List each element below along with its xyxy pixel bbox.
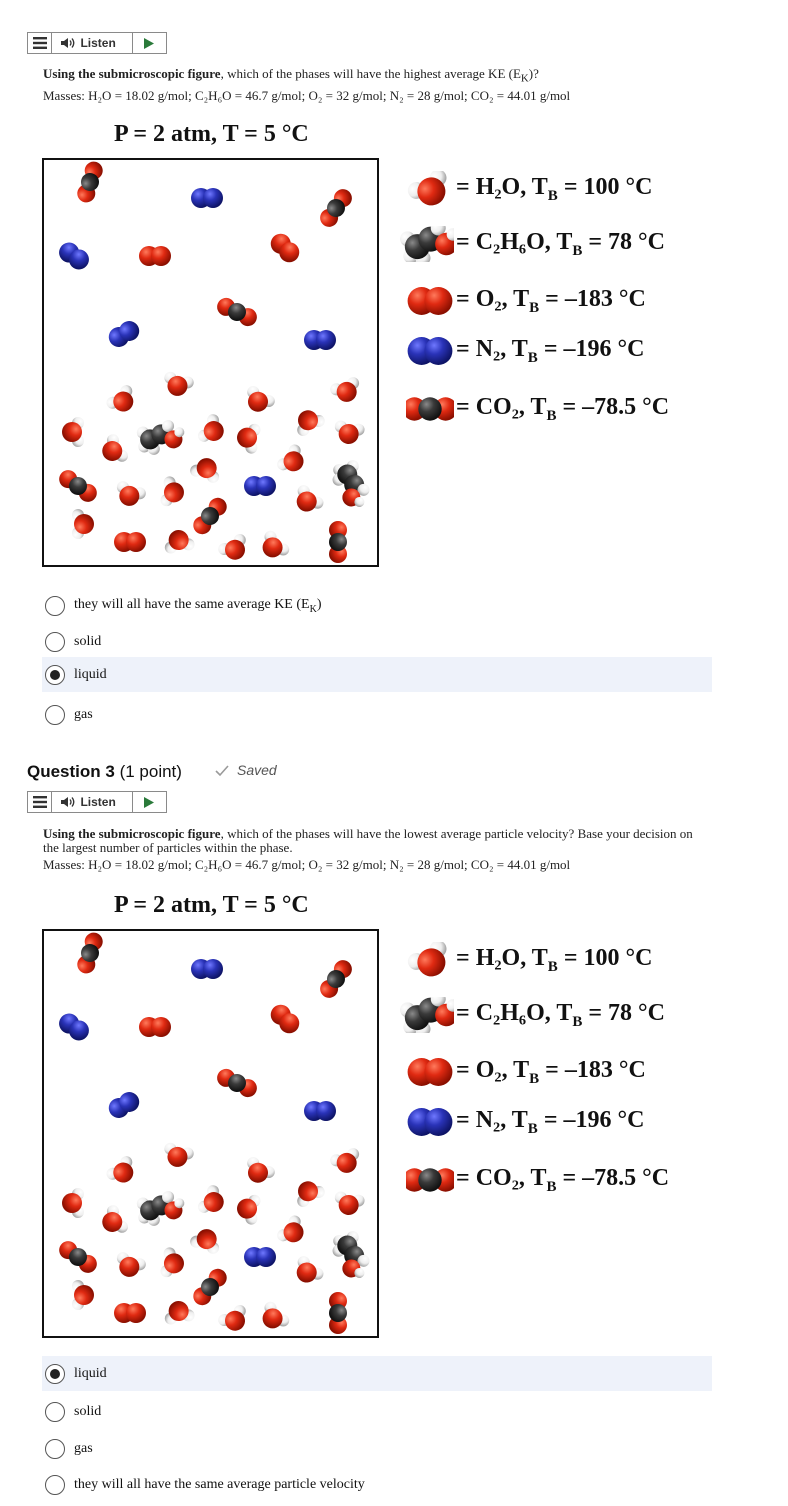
legend-item-ethanol bbox=[400, 226, 665, 262]
nitrogen-molecule-icon bbox=[406, 333, 454, 369]
legend-ethanol-text: = C₂H₆O, $T_B = 78$ °C bbox=[456, 999, 665, 1030]
oxygen-molecule-icon bbox=[406, 1054, 454, 1090]
listen-toolbar bbox=[27, 791, 167, 813]
legend-item-water bbox=[406, 171, 652, 207]
option-label: they will all have the same average KE $(E_K)$ bbox=[74, 596, 322, 615]
particle-diagram bbox=[44, 160, 377, 565]
speaker-icon bbox=[60, 37, 76, 49]
play-button[interactable] bbox=[133, 792, 166, 812]
ethanol-molecule-icon bbox=[400, 997, 454, 1033]
water-molecule-icon bbox=[406, 171, 454, 207]
saved-status bbox=[215, 762, 277, 778]
prompt-end: )? bbox=[528, 66, 539, 81]
question-2-prompt bbox=[43, 67, 723, 86]
question-2-conditions: P = 2 atm, T = 5 °C bbox=[114, 121, 309, 147]
menu-button[interactable] bbox=[28, 792, 52, 812]
q2-option-solid[interactable] bbox=[42, 624, 712, 659]
option-label: liquid bbox=[74, 666, 107, 682]
prompt-text: , which of the phases will have the highest average KE (E bbox=[220, 66, 521, 81]
question-3-heading bbox=[27, 762, 182, 782]
carbon-dioxide-molecule-icon bbox=[406, 391, 454, 427]
nitrogen-molecule-icon bbox=[406, 1104, 454, 1140]
q3-option-gas[interactable] bbox=[42, 1431, 712, 1466]
radio-button-selected[interactable] bbox=[45, 1364, 65, 1384]
question-2-masses: Masses: H₂O = 18.02 g/mol; C₂H₆O = 46.7 g/mol; O₂ = 32 g/mol; N₂ = 28 g/mol; CO₂ = 44.01 g/mol bbox=[43, 88, 571, 103]
particle-diagram bbox=[44, 931, 377, 1336]
listen-label: Listen bbox=[80, 795, 116, 809]
legend-item-water bbox=[406, 942, 652, 978]
question-3-conditions: P = 2 atm, T = 5 °C bbox=[114, 892, 309, 918]
prompt-bold: Using the submicroscopic figure bbox=[43, 826, 221, 841]
legend-oxygen-text: = O₂, $T_B = -183$ °C bbox=[456, 285, 646, 316]
q2-option-same-ke[interactable] bbox=[42, 588, 712, 623]
option-label: solid bbox=[74, 633, 102, 649]
prompt-text: , which of the phases will have the lowest average particle velocity? Base your decision on the largest number of particles within the phase. bbox=[43, 826, 693, 855]
oxygen-molecule-icon bbox=[406, 283, 454, 319]
option-label: solid bbox=[74, 1403, 102, 1419]
play-icon bbox=[144, 38, 154, 49]
legend-water-text: = H₂O, $T_B = 100$ °C bbox=[456, 944, 653, 975]
water-molecule-icon bbox=[406, 942, 454, 978]
q3-option-same-velocity[interactable] bbox=[42, 1467, 712, 1502]
legend-item-carbon-dioxide bbox=[406, 1162, 669, 1198]
legend-item-ethanol bbox=[400, 997, 665, 1033]
radio-button[interactable] bbox=[45, 1402, 65, 1422]
prompt-sub: K bbox=[520, 72, 529, 85]
q2-option-liquid[interactable] bbox=[42, 657, 712, 692]
q3-option-liquid[interactable] bbox=[42, 1356, 712, 1391]
q3-option-solid[interactable] bbox=[42, 1394, 712, 1429]
prompt-bold: Using the submicroscopic figure bbox=[43, 66, 221, 81]
radio-button[interactable] bbox=[45, 705, 65, 725]
legend-carbon-dioxide-text: = CO₂, $T_B = -78.5$ °C bbox=[456, 1164, 670, 1195]
option-label: gas bbox=[74, 1440, 93, 1456]
option-label: liquid bbox=[74, 1365, 107, 1381]
radio-button[interactable] bbox=[45, 632, 65, 652]
hamburger-icon bbox=[33, 37, 47, 49]
question-number: Question 3 bbox=[27, 762, 115, 781]
option-label: they will all have the same average particle velocity bbox=[74, 1476, 365, 1492]
play-button[interactable] bbox=[133, 33, 166, 53]
radio-button[interactable] bbox=[45, 1439, 65, 1459]
radio-button[interactable] bbox=[45, 1475, 65, 1495]
legend-item-nitrogen bbox=[406, 333, 644, 369]
legend-ethanol-text: = C₂H₆O, $T_B = 78$ °C bbox=[456, 228, 665, 259]
checkmark-icon bbox=[215, 765, 229, 777]
saved-label: Saved bbox=[237, 762, 277, 778]
radio-button-selected[interactable] bbox=[45, 665, 65, 685]
legend-nitrogen-text: = N₂, $T_B = -196$ °C bbox=[456, 1106, 645, 1137]
legend-carbon-dioxide-text: = CO₂, $T_B = -78.5$ °C bbox=[456, 393, 670, 424]
legend-item-oxygen bbox=[406, 1054, 646, 1090]
question-points: (1 point) bbox=[114, 762, 182, 781]
legend-item-carbon-dioxide bbox=[406, 391, 669, 427]
q2-option-gas[interactable] bbox=[42, 697, 712, 732]
legend-item-nitrogen bbox=[406, 1104, 644, 1140]
menu-button[interactable] bbox=[28, 33, 52, 53]
play-icon bbox=[144, 797, 154, 808]
option-label: gas bbox=[74, 706, 93, 722]
listen-button[interactable] bbox=[52, 792, 132, 812]
legend-item-oxygen bbox=[406, 283, 646, 319]
hamburger-icon bbox=[33, 796, 47, 808]
legend-water-text: = H₂O, $T_B = 100$ °C bbox=[456, 173, 653, 204]
listen-button[interactable] bbox=[52, 33, 132, 53]
radio-button[interactable] bbox=[45, 596, 65, 616]
question-3-prompt bbox=[43, 827, 708, 855]
particle-figure bbox=[42, 158, 379, 567]
question-3-masses: Masses: H₂O = 18.02 g/mol; C₂H₆O = 46.7 g/mol; O₂ = 32 g/mol; N₂ = 28 g/mol; CO₂ = 44.01 g/mol bbox=[43, 857, 571, 872]
listen-toolbar bbox=[27, 32, 167, 54]
legend-nitrogen-text: = N₂, $T_B = -196$ °C bbox=[456, 335, 645, 366]
listen-label: Listen bbox=[80, 36, 116, 50]
ethanol-molecule-icon bbox=[400, 226, 454, 262]
carbon-dioxide-molecule-icon bbox=[406, 1162, 454, 1198]
speaker-icon bbox=[60, 796, 76, 808]
particle-figure bbox=[42, 929, 379, 1338]
legend-oxygen-text: = O₂, $T_B = -183$ °C bbox=[456, 1056, 646, 1087]
